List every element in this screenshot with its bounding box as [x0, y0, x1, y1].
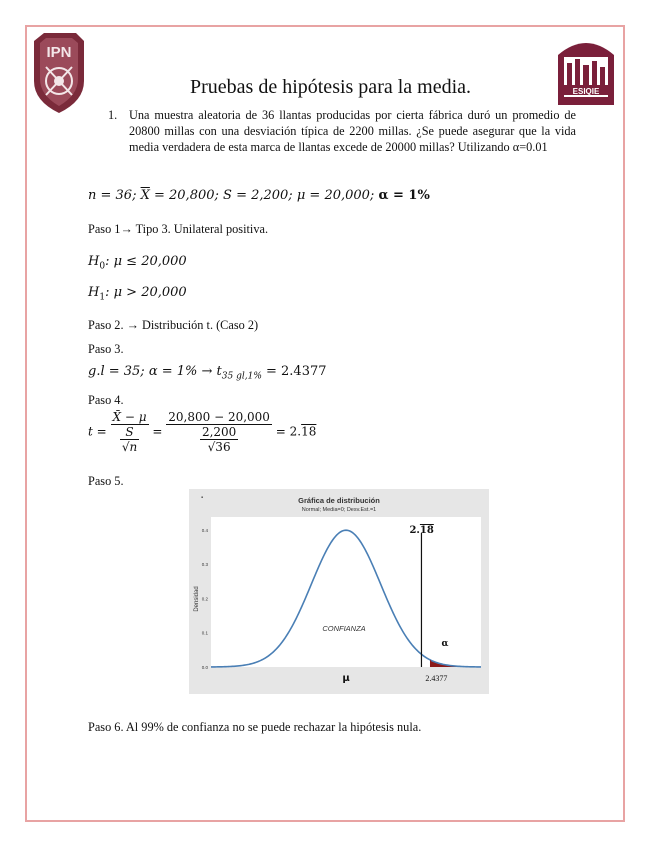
chart-ylabel: Densidad: [194, 586, 200, 612]
problem-text: Una muestra aleatoria de 36 llantas producidas por cierta fábrica duró un promedio de 20800 millas con una desviación típica de 2200 millas. ¿Se puede asegurar que la vida media verdadera de esta marca de llantas excede de 20000 millas? Utilizando α=0.01: [129, 108, 576, 154]
statistic-label: 2.18: [409, 525, 434, 536]
given-mu: μ = 20,000;: [296, 188, 375, 203]
y-tick-label-3: 0.3: [201, 562, 208, 568]
formula-den-2: [166, 425, 272, 454]
formula-den-1: [111, 425, 149, 454]
distribution-chart: [189, 489, 489, 694]
critical-value-label: 2.4377: [425, 674, 448, 683]
given-s: S = 2,200;: [223, 188, 293, 203]
esiqie-logo-text: ESIQIE: [572, 87, 600, 96]
given-xbar-symbol: $\overline{X}$: [140, 188, 150, 203]
alt-hypothesis: [88, 285, 187, 303]
y-tick-label-1: 0.1: [201, 630, 208, 636]
gl-subscript: 35 gl,1%: [221, 371, 262, 382]
paso-4: Paso 4.: [88, 393, 124, 407]
given-alpha: α = 1%: [378, 188, 430, 203]
formula-den1-den: √n: [121, 440, 138, 454]
gl-t-symbol: t: [216, 364, 222, 379]
chart-subtitle: Normal; Media=0; Desv.Est.=1: [301, 507, 377, 513]
h1-subscript: 1: [99, 292, 106, 303]
formula-t: t =: [88, 424, 107, 439]
h1-relation: : μ > 20,000: [105, 285, 187, 300]
h0-relation: : μ ≤ 20,000: [105, 254, 187, 269]
formula-result: = 2.: [275, 424, 302, 439]
esiqie-logo: [556, 35, 616, 107]
formula-frac-2: [166, 410, 272, 454]
formula-num-2: 20,800 − 20,000: [168, 410, 270, 424]
chart-xlabel: μ: [342, 673, 350, 684]
given-xbar: = 20,800;: [149, 188, 219, 203]
formula-den1-num: S: [120, 425, 139, 440]
page-title: Pruebas de hipótesis para la media.: [190, 76, 472, 98]
h0-symbol: H: [88, 254, 100, 269]
problem-statement: [108, 107, 576, 155]
y-tick-label-2: 0.2: [201, 596, 208, 602]
formula-eq: =: [152, 424, 163, 439]
formula-frac-1: [111, 410, 149, 454]
ipn-logo: [30, 31, 88, 115]
paso-5: Paso 5.: [88, 474, 124, 488]
y-tick-label-0: 0.0: [201, 665, 208, 670]
chart-title: Gráfica de distribución: [298, 496, 380, 505]
h0-subscript: 0: [99, 261, 106, 272]
paso-6: Paso 6. Al 99% de confianza no se puede rechazar la hipótesis nula.: [88, 720, 422, 734]
given-data: [88, 188, 430, 203]
degrees-of-freedom-line: [88, 364, 327, 382]
problem-number: 1.: [108, 108, 118, 122]
paso-1: Paso 1→ Tipo 3. Unilateral positiva.: [88, 222, 269, 236]
chart-plot-area: [211, 517, 481, 667]
formula-den2-num: 2,200: [201, 425, 237, 439]
paso-2: Paso 2. → Distribución t. (Caso 2): [88, 318, 259, 332]
y-tick-label-4: 0.4: [201, 527, 208, 533]
formula-den2-den: √36: [207, 440, 231, 454]
gl-right: = 2.4377: [261, 364, 327, 379]
null-hypothesis: [88, 254, 187, 272]
given-n: n = 36;: [88, 188, 137, 203]
formula-num-1: X̄ − μ: [112, 410, 147, 424]
t-formula: [88, 410, 316, 454]
h1-symbol: H: [88, 285, 100, 300]
formula-result-repeat: 18: [301, 424, 317, 439]
alpha-label: α: [441, 639, 449, 649]
paso-3: Paso 3.: [88, 342, 124, 356]
gl-left: g.l = 35; α = 1% →: [88, 364, 217, 379]
confidence-label: CONFIANZA: [322, 624, 366, 633]
chart-menu-icon: ▪: [201, 495, 204, 501]
ipn-logo-text: IPN: [46, 44, 72, 61]
